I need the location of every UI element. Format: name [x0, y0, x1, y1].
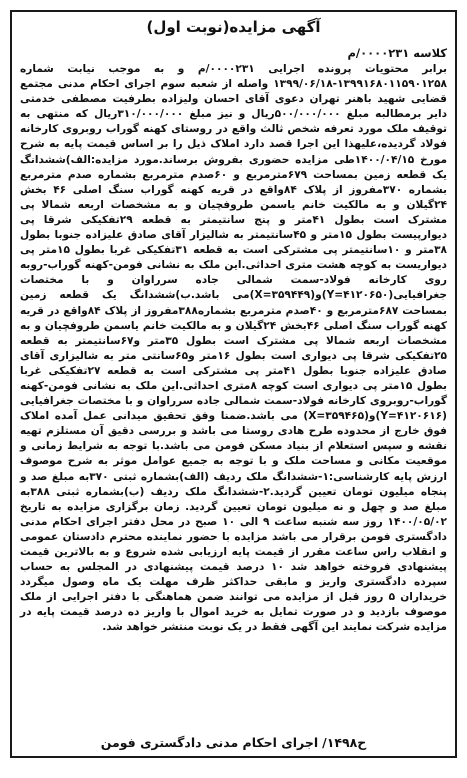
footer-code: ح۱۴۹۸/ [322, 735, 367, 750]
file-number: کلاسه ۰۰۰۰۲۳۱/م [347, 46, 447, 60]
footer-organization: اجرای احکام مدنی دادگستری فومن [100, 735, 319, 750]
notice-frame [10, 10, 457, 758]
notice-title: آگهی مزایده(نوبت اول) [146, 18, 321, 36]
notice-body: برابر محتویات پرونده اجرایی ۰۰۰۰۲۳۱/م و به موجب نیابت شماره ۱۳۹۹۱۶۸۰۱۱۵۹۰۱۲۵۸-۱۳۹۹/۰۶/۱۸ واصله از شعبه سوم اجرای احکام مدنی مجتمع قضایی شهید باهنر تهران دعوی آقای احسان ولیزاده بطرفیت مصطفی خدمتی دایر برمطالبه مبلغ ۵۰۰/۰۰۰/۰۰۰ریال و نیز مبلغ ۳۱۰/۰۰۰/۰۰۰ریال که منتهی به توقیف ملک مورد تعرفه شخص ثالث واقع در روستای کهنه گوراب روبروی کارخانه فولاد گردیده،علیهذا این اجرا قصد دارد املاک ذیل را بر اساس قیمت پایه به شرح مورخ ۱۴۰۰/۰۴/۱۵طی مزایده حضوری بفروش برساند.مورد مزایده:الف)ششدانگ یک قطعه زمین بمساحت ۶۷۹مترمربع و ۶۰صدم مترمربع بشماره صدم مترمربع بشماره ۳۷۰مفروز از پلاک ۸۴واقع در قریه کهنه گوراب سنگ اصلی ۴۶ بخش ۲۴گیلان و به مالکیت خانم یاسمن طروفچیان و به مشخصات اربعه شمالا پی مشترک است بطول ۴۱متر و پنج سانتیمتر به قطعه ۲۹تفکیکی شرقا پی دیوارپیست بطول ۱۵متر و ۴۵سانتیمتر به شالیزار آقای صادق علیزاده جنوبا بطول ۳۸متر و ۱۰سانتیمتر پی مشترکی است به قطعه ۳۱تفکیکی غربا بطول ۱۵متر پی دیواریست به کوچه هشت متری احداثی.این ملک به نشانی فومن-کهنه گوراب-روبه روی کارخانه فولاد-سمت شمالی جاده سرراوان و با مختصات جغرافیایی(Y=۴۱۲۰۶۵۰)و(X=۳۵۹۴۴۹)می باشد.ب)ششدانگ یک قطعه زمین بمساحت ۶۸۷مترمربع و ۴۰صدم مترمربع بشماره۳۸۸مفروز از پلاک ۸۴واقع در قریه کهنه گوراب سنگ اصلی ۴۶بخش ۲۴گیلان و به مالکیت خانم یاسمن طروفچیان و به مشخصات اربعه شمالا پی مشترک است بطول ۳۵متر و۶۷سانتیمتر به قطعه ۲۵تفکیکی شرقا پی دیواری است بطول ۱۶متر و۶۵سانتی متر به شالیزاری آقای صادق علیزاده جنوبا بطول ۴۱متر پی مشترکی است به قطعه ۲۷تفکیکی غربا بطول ۱۵متر پی دیواری است کوچه ۸متری احداثی.این ملک به نشانی فومن-کهنه گوراب-روبروی کارخانه فولاد-سمت شمالی جاده سرراوان و با مختصات جغرافیایی (Y=۴۱۲۰۶۱۶)و(X=۳۵۹۴۶۵) می باشد.ضمنا وفق تحقیق میدانی عمل آمده املاک فوق خارج از محدوده طرح هادی روستا می باشد و بررسی دقیق آن مستلزم تهیه نقشه و سپس استعلام از بنیاد مسکن فومن می باشد.با توجه به شرایط زمانی و موقعیت مکانی و مساحت ملک و با توجه به جمیع عوامل موثر به شرح موصوف ارزش پایه کارشناسی:۱-ششدانگ ملک ردیف (الف)بشماره ثبتی ۳۷۰به مبلغ صد و پنجاه میلیون تومان تعیین گردید.۲-ششدانگ ملک ردیف (ب)بشماره ثبتی ۳۸۸به مبلغ صد و چهل و نه میلیون تومان تعیین گردید. زمان برگزاری مزایده به تاریخ ۱۴۰۰/۰۵/۰۲ روز سه شنبه ساعت ۹ الی ۱۰ صبح در محل دفتر اجرای احکام مدنی دادگستری فومن برقرار می باشد مزایده با حضور نماینده محترم دادستان عمومی و انقلاب راس ساعت مقرر از قیمت پایه ارزیابی شده شروع و به بالاترین قیمت پیشنهادی فروخته خواهد شد ۱۰ درصد قیمت پیشنهادی در المجلس به حساب سپرده دادگستری واریز و مابقی حداکثر ظرف مهلت یک ماه وصول میگردد خریداران ۵ روز قبل از مزایده می توانند ضمن هماهنگی با دفتر اجرایی از ملک موصوف بازدید و در صورت تمایل به خرید اموال با واریز ده درصد قیمت پایه در مزایده شرکت نمایند این آگهی فقط در یک نوبت منتشر خواهد شد. [20, 63, 448, 634]
notice-footer [20, 735, 447, 750]
